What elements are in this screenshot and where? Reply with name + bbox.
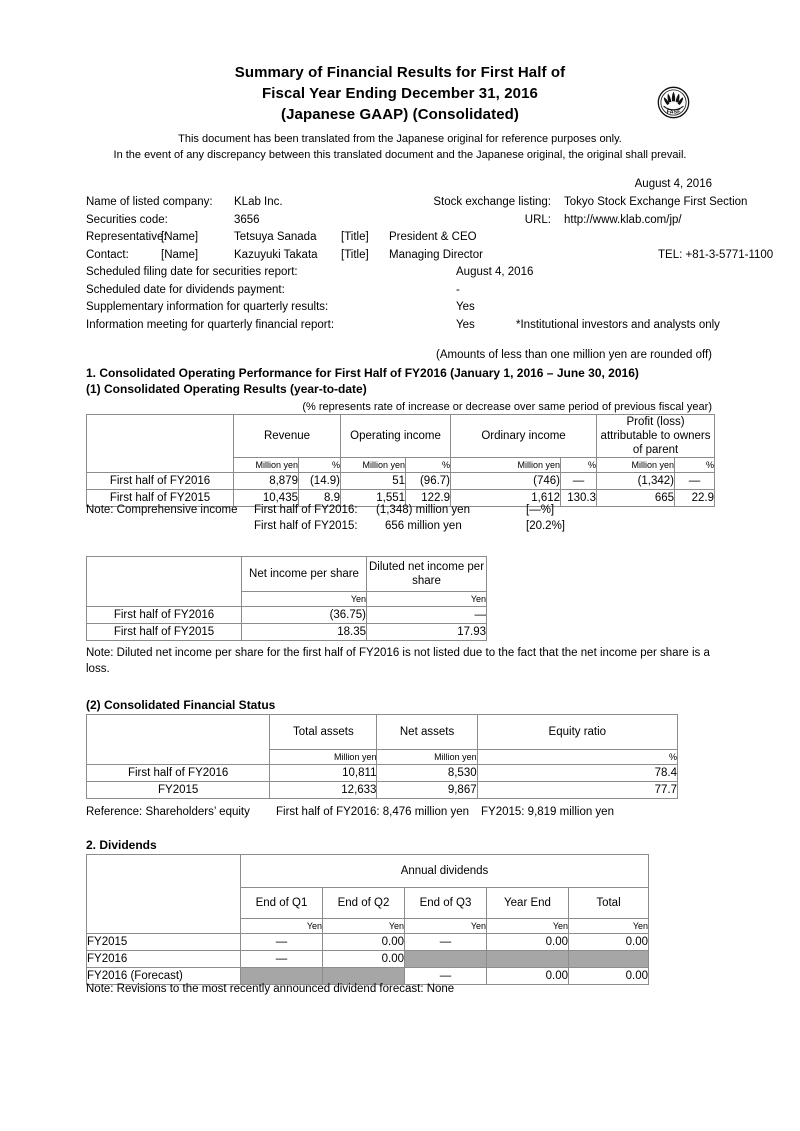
table-header-row xyxy=(87,557,487,592)
company-name-label: Name of listed company: xyxy=(86,196,213,208)
cell-div-fy2016-year-end xyxy=(487,951,569,968)
corner-cell xyxy=(87,855,241,934)
unit-equity-ratio: % xyxy=(477,750,677,765)
reference-prior: FY2015: 9,819 million yen xyxy=(481,806,614,818)
table-row xyxy=(87,782,678,799)
amounts-rounding-note: (Amounts of less than one million yen are rounded off) xyxy=(436,349,712,361)
cell-profit-pct-fy2016: — xyxy=(675,473,715,490)
document-date: August 4, 2016 xyxy=(634,178,712,190)
operating-results-table xyxy=(86,414,715,507)
table-group-header-row xyxy=(87,855,649,888)
comprehensive-fy2015-value: 656 million yen xyxy=(385,520,462,532)
row-label-div-fy2015: FY2015 xyxy=(87,934,241,951)
col-header-equity-ratio: Equity ratio xyxy=(477,715,677,750)
cell-profit-fy2015: 665 xyxy=(597,490,675,507)
eps-note: Note: Diluted net income per share for the first half of FY2016 is not listed due to the fact that the net income per share is a loss. xyxy=(86,647,710,675)
stock-exchange-label: Stock exchange listing: xyxy=(433,196,551,208)
eps-table xyxy=(86,556,487,641)
cell-net-assets-fy2016: 8,530 xyxy=(377,765,477,782)
cell-ordinary-pct-fy2015: 130.3 xyxy=(561,490,597,507)
unit-q3-yen: Yen xyxy=(405,919,487,934)
cell-div-fy2015-q3: — xyxy=(405,934,487,951)
col-header-end-q3: End of Q3 xyxy=(405,888,487,919)
fasf-logo-text: FASF xyxy=(666,109,681,116)
info-row-dividends-payment xyxy=(86,282,716,300)
unit-q2-yen: Yen xyxy=(323,919,405,934)
corner-cell xyxy=(87,715,270,765)
unit-net-assets: Million yen xyxy=(377,750,477,765)
cell-equity-ratio-fy2015: 77.7 xyxy=(477,782,677,799)
contact-name-value: Kazuyuki Takata xyxy=(234,248,318,261)
reference-current: First half of FY2016: 8,476 million yen xyxy=(276,806,470,818)
dividends-payment-value: - xyxy=(456,283,460,296)
filing-date-value: August 4, 2016 xyxy=(456,266,534,278)
col-header-total: Total xyxy=(569,888,649,919)
representative-name-tag: [Name] xyxy=(161,231,199,243)
col-header-total-assets: Total assets xyxy=(270,715,377,750)
title-line-3: (Japanese GAAP) (Consolidated) xyxy=(280,106,520,123)
cell-revenue-pct-fy2016: (14.9) xyxy=(299,473,341,490)
contact-title-tag: [Title] xyxy=(341,248,369,261)
cell-net-assets-fy2015: 9,867 xyxy=(377,782,477,799)
meeting-label: Information meeting for quarterly financial report: xyxy=(86,318,335,331)
cell-revenue-pct-fy2015: 8.9 xyxy=(299,490,341,507)
comprehensive-fy2015-period: First half of FY2015: xyxy=(254,520,358,532)
title-line-1: Summary of Financial Results for First Half of xyxy=(234,64,566,81)
cell-div-fy2016-q3 xyxy=(405,951,487,968)
reference-prefix: Reference: Shareholders’ equity xyxy=(86,806,250,818)
cell-revenue-fy2015: 10,435 xyxy=(234,490,299,507)
securities-code-label: Securities code: xyxy=(86,213,168,226)
col-header-diluted-net-income-per-share: Diluted net income per share xyxy=(367,557,487,592)
cell-div-fy2016-total xyxy=(569,951,649,968)
cell-equity-ratio-fy2016: 78.4 xyxy=(477,765,677,782)
contact-title-value: Managing Director xyxy=(389,248,483,261)
col-header-net-income-per-share: Net income per share xyxy=(242,557,367,592)
cell-operating-fy2016: 51 xyxy=(341,473,406,490)
comprehensive-note-prefix: Note: Comprehensive income xyxy=(86,504,238,516)
corner-cell xyxy=(87,557,242,607)
securities-code-value: 3656 xyxy=(234,213,260,226)
unit-ordinary-pct: % xyxy=(561,458,597,473)
row-label-eps-fy2016: First half of FY2016 xyxy=(87,607,242,624)
cell-diluted-eps-fy2015: 17.93 xyxy=(367,624,487,641)
row-label-status-fy2015: FY2015 xyxy=(87,782,270,799)
cell-eps-fy2016: (36.75) xyxy=(242,607,367,624)
stock-exchange-value: Tokyo Stock Exchange First Section xyxy=(564,196,748,208)
col-header-year-end: Year End xyxy=(487,888,569,919)
cell-total-assets-fy2016: 10,811 xyxy=(270,765,377,782)
unit-total-yen: Yen xyxy=(569,919,649,934)
unit-revenue-pct: % xyxy=(299,458,341,473)
table-row xyxy=(87,765,678,782)
cell-operating-pct-fy2015: 122.9 xyxy=(406,490,451,507)
info-row-meeting xyxy=(86,317,720,335)
meeting-note: *Institutional investors and analysts only xyxy=(516,318,720,331)
cell-div-fy2015-total: 0.00 xyxy=(569,934,649,951)
title-line-2: Fiscal Year Ending December 31, 2016 xyxy=(262,85,538,102)
cell-ordinary-pct-fy2016: — xyxy=(561,473,597,490)
unit-q1-yen: Yen xyxy=(241,919,323,934)
row-label-fy2016: First half of FY2016 xyxy=(87,473,234,490)
unit-diluted-eps-yen: Yen xyxy=(367,592,487,607)
col-header-revenue: Revenue xyxy=(234,415,341,458)
representative-title-value: President & CEO xyxy=(389,231,477,243)
cell-div-forecast-year-end: 0.00 xyxy=(487,968,569,985)
col-header-end-q1: End of Q1 xyxy=(241,888,323,919)
disclaimer-line-1: This document has been translated from the Japanese original for reference purposes only. xyxy=(178,133,622,145)
filing-date-label: Scheduled filing date for securities report: xyxy=(86,266,298,278)
col-header-net-assets: Net assets xyxy=(377,715,477,750)
info-row-securities-code xyxy=(86,212,716,230)
supplementary-value: Yes xyxy=(456,301,475,313)
table-row xyxy=(87,607,487,624)
cell-revenue-fy2016: 8,879 xyxy=(234,473,299,490)
table-row xyxy=(87,934,649,951)
cell-div-fy2015-q2: 0.00 xyxy=(323,934,405,951)
cell-div-fy2015-q1: — xyxy=(241,934,323,951)
fasf-seal-icon xyxy=(657,86,690,119)
cell-div-forecast-total: 0.00 xyxy=(569,968,649,985)
dividends-note: Note: Revisions to the most recently announced dividend forecast: None xyxy=(86,983,455,995)
unit-revenue-million: Million yen xyxy=(234,458,299,473)
representative-name-value: Tetsuya Sanada xyxy=(234,231,317,243)
disclaimer-line-2: In the event of any discrepancy between this translated document and the Japanese original, the original shall prevail. xyxy=(113,149,687,161)
financial-status-table xyxy=(86,714,678,799)
contact-tel: TEL: +81-3-5771-1100 xyxy=(658,248,774,261)
dividends-payment-label: Scheduled date for dividends payment: xyxy=(86,283,285,296)
percent-explanation-note: (% represents rate of increase or decrease over same period of previous fiscal year) xyxy=(302,401,712,413)
comprehensive-fy2016-pct: [—%] xyxy=(526,504,555,516)
section-1-2-heading: (2) Consolidated Financial Status xyxy=(86,698,276,712)
supplementary-label: Supplementary information for quarterly results: xyxy=(86,301,329,313)
col-header-end-q2: End of Q2 xyxy=(323,888,405,919)
info-row-supplementary xyxy=(86,299,716,317)
comprehensive-fy2016-value: (1,348) million yen xyxy=(376,504,470,516)
cell-div-fy2015-year-end: 0.00 xyxy=(487,934,569,951)
cell-div-forecast-q3: — xyxy=(405,968,487,985)
unit-operating-pct: % xyxy=(406,458,451,473)
row-label-div-fy2016-forecast: FY2016 (Forecast) xyxy=(87,968,241,985)
unit-ordinary-million: Million yen xyxy=(451,458,561,473)
cell-diluted-eps-fy2016: — xyxy=(367,607,487,624)
info-row-company xyxy=(86,194,748,212)
cell-profit-fy2016: (1,342) xyxy=(597,473,675,490)
cell-ordinary-fy2015: 1,612 xyxy=(451,490,561,507)
cell-div-fy2016-q1: — xyxy=(241,951,323,968)
table-row xyxy=(87,473,715,490)
url-value[interactable]: http://www.klab.com/jp/ xyxy=(564,213,682,226)
section-2-heading: 2. Dividends xyxy=(86,838,157,852)
cell-operating-pct-fy2016: (96.7) xyxy=(406,473,451,490)
cell-total-assets-fy2015: 12,633 xyxy=(270,782,377,799)
unit-operating-million: Million yen xyxy=(341,458,406,473)
contact-name-tag: [Name] xyxy=(161,248,199,261)
contact-label: Contact: xyxy=(86,248,129,261)
table-header-row xyxy=(87,715,678,750)
table-row xyxy=(87,951,649,968)
col-header-operating-income: Operating income xyxy=(341,415,451,458)
table-header-row xyxy=(87,415,715,458)
table-row xyxy=(87,624,487,641)
row-label-status-fy2016: First half of FY2016 xyxy=(87,765,270,782)
unit-profit-pct: % xyxy=(675,458,715,473)
unit-total-assets: Million yen xyxy=(270,750,377,765)
section-1-heading: 1. Consolidated Operating Performance for First Half of FY2016 (January 1, 2016 – June 30, 2016) xyxy=(86,366,639,380)
representative-title-tag: [Title] xyxy=(341,231,369,243)
cell-ordinary-fy2016: (746) xyxy=(451,473,561,490)
translation-disclaimer xyxy=(0,131,800,163)
unit-profit-million: Million yen xyxy=(597,458,675,473)
comprehensive-fy2016-period: First half of FY2016: xyxy=(254,504,358,516)
cell-operating-fy2015: 1,551 xyxy=(341,490,406,507)
info-row-representative xyxy=(86,229,716,247)
cell-profit-pct-fy2015: 22.9 xyxy=(675,490,715,507)
info-row-filing-date xyxy=(86,264,716,282)
meeting-value: Yes xyxy=(456,318,475,331)
section-1-1-heading: (1) Consolidated Operating Results (year-to-date) xyxy=(86,382,367,396)
company-name-value: KLab Inc. xyxy=(234,196,283,208)
representative-label: Representative: xyxy=(86,231,167,243)
comprehensive-fy2015-pct: [20.2%] xyxy=(526,520,565,532)
dividends-table xyxy=(86,854,649,985)
url-label: URL: xyxy=(524,213,551,226)
info-row-contact xyxy=(86,247,774,265)
col-header-ordinary-income: Ordinary income xyxy=(451,415,597,458)
unit-year-end-yen: Yen xyxy=(487,919,569,934)
row-label-div-fy2016: FY2016 xyxy=(87,951,241,968)
corner-cell xyxy=(87,415,234,473)
unit-eps-yen: Yen xyxy=(242,592,367,607)
row-label-fy2015: First half of FY2015 xyxy=(87,490,234,507)
row-label-eps-fy2015: First half of FY2015 xyxy=(87,624,242,641)
company-info-block xyxy=(86,194,774,334)
col-header-profit-attributable: Profit (loss) attributable to owners of parent xyxy=(597,415,715,458)
cell-div-fy2016-q2: 0.00 xyxy=(323,951,405,968)
cell-eps-fy2015: 18.35 xyxy=(242,624,367,641)
group-header-annual-dividends: Annual dividends xyxy=(241,855,649,888)
